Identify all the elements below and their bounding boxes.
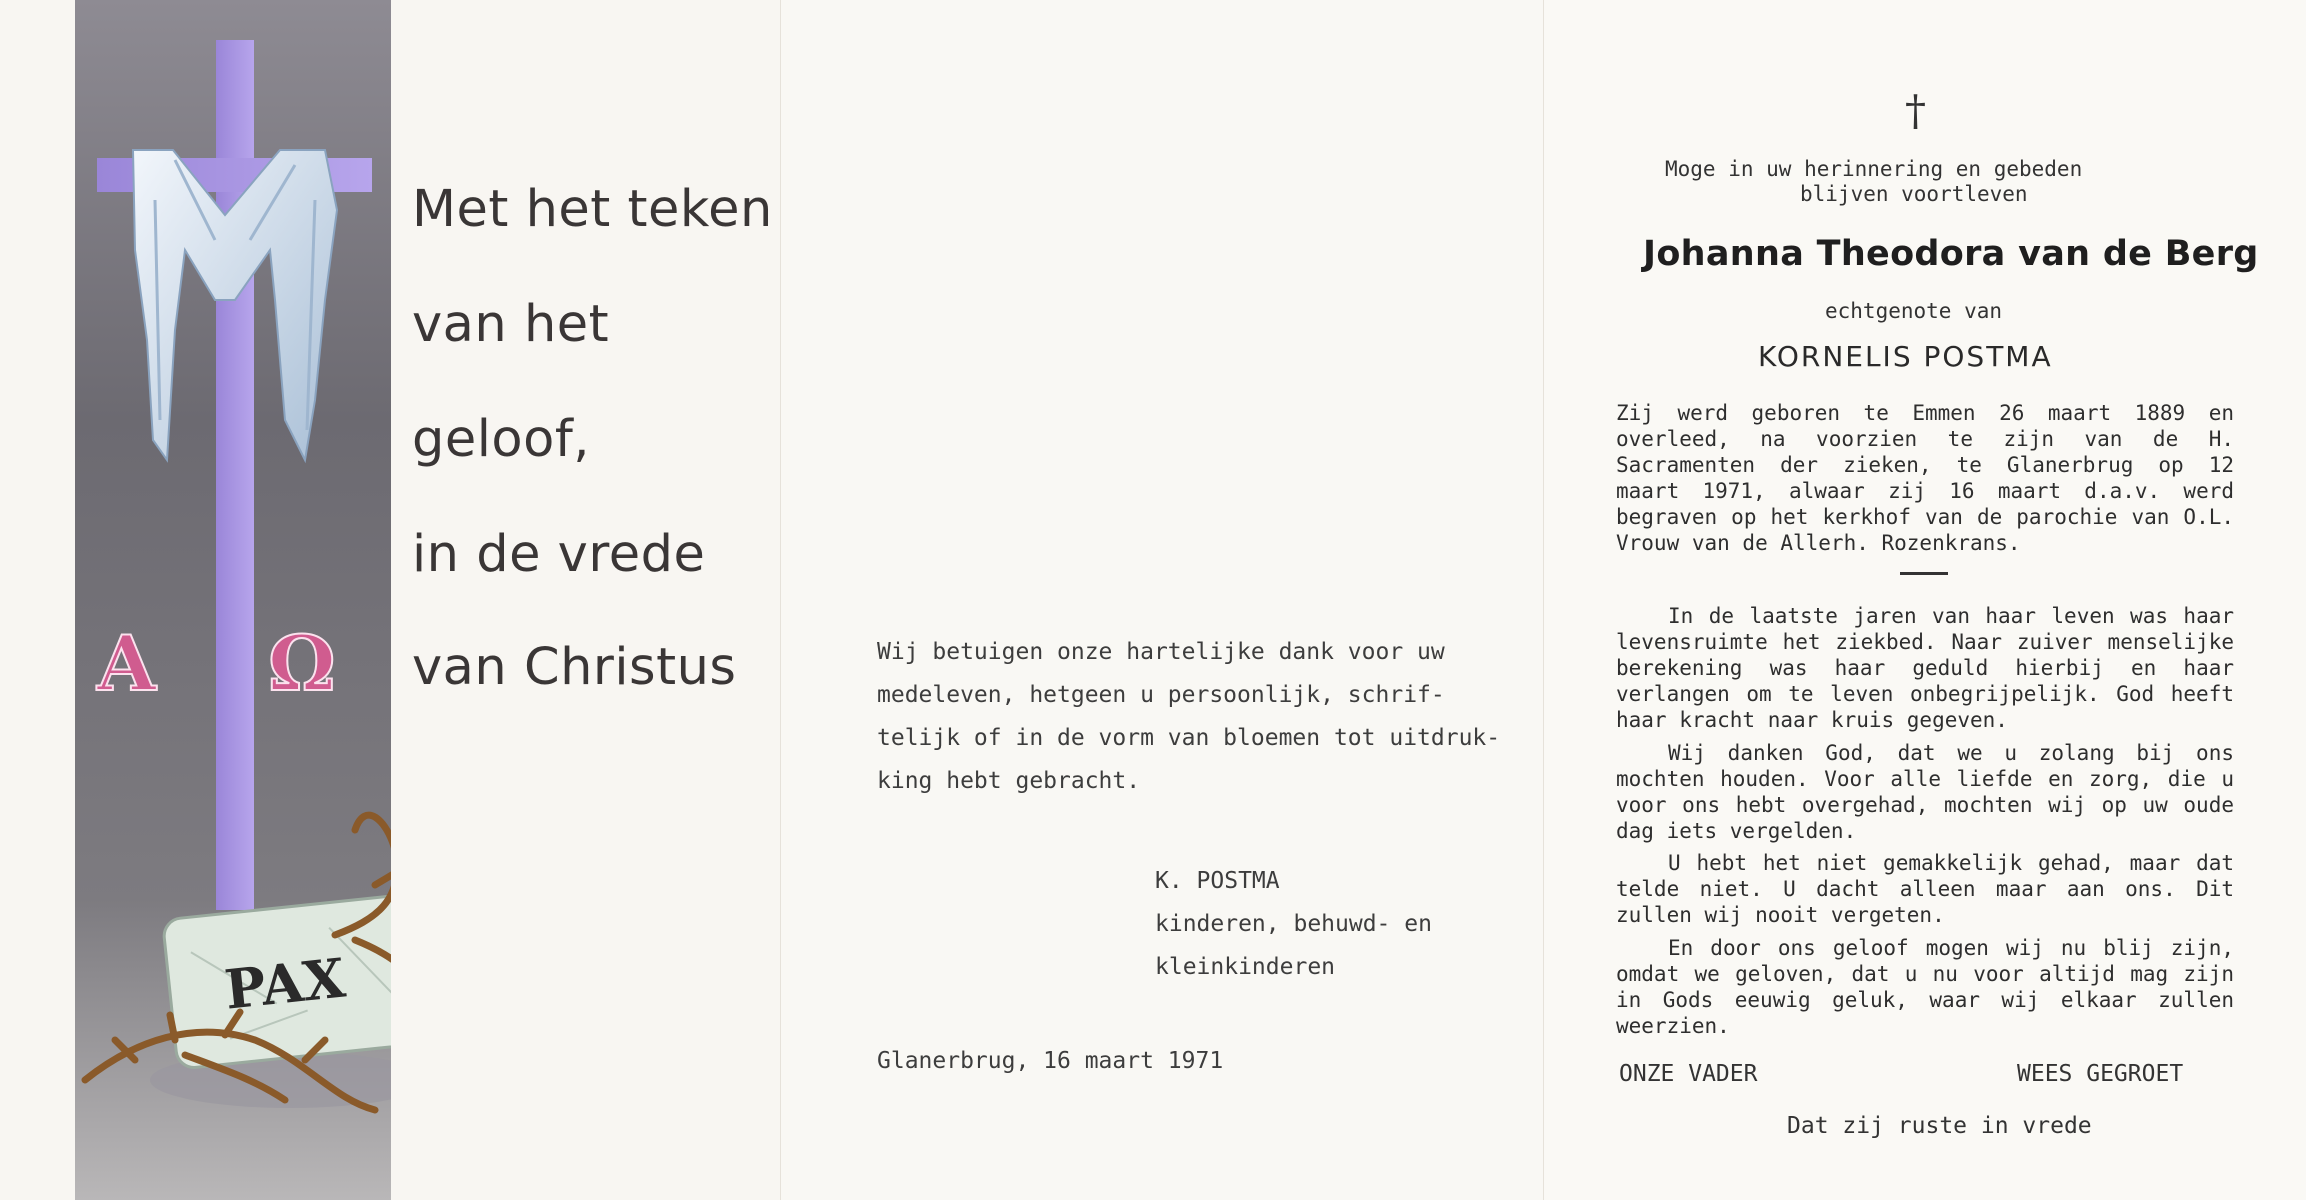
signature-line-2: kinderen, behuwd- en <box>1155 911 1432 937</box>
motto-line-2: van het <box>412 295 610 354</box>
paragraph-4: En door ons geloof mogen wij nu blij zijn, omdat we geloven, dat u nu voor altijd mag zijn in Gods eeuwig geluk, waar wij elkaar zullen weerzien. <box>1616 936 2234 1038</box>
spouse-label: echtgenote van <box>1825 299 2003 323</box>
paragraph-3: U hebt het niet gemakkelijk gehad, maar dat telde niet. U dacht alleen maar aan ons. Dit zullen wij nooit vergeten. <box>1616 851 2234 927</box>
thanks-line-4: king hebt gebracht. <box>877 768 1141 794</box>
signature-name: K. POSTMA <box>1155 868 1280 894</box>
motto-line-4: in de vrede <box>412 525 706 584</box>
deceased-name: Johanna Theodora van de Berg <box>1643 234 2259 274</box>
alpha-symbol: A <box>97 619 156 708</box>
cross-illustration <box>75 0 391 1200</box>
thanks-line-1: Wij betuigen onze hartelijke dank voor uw <box>877 639 1445 665</box>
motto-line-5: van Christus <box>412 638 737 697</box>
biography-paragraph: Zij werd geboren te Emmen 26 maart 1889 en overleed, na voorzien te zijn van de H. Sacramenten der zieken, te Glanerbrug op 12 maart 1971, alwaar zij 16 maart d.a.v. werd begraven op het kerkhof van de parochie van O.L. Vrouw van de Allerh. Rozenkrans. <box>1616 401 2234 555</box>
thanks-line-2: medeleven, hetgeen u persoonlijk, schrif- <box>877 682 1445 708</box>
front-panel <box>0 0 780 1200</box>
pax-stone <box>162 892 391 1069</box>
cross-icon: † <box>1905 86 1926 135</box>
omega-symbol: Ω <box>268 619 336 708</box>
motto-line-3: geloof, <box>412 410 590 469</box>
motto-line-1: Met het teken <box>412 180 773 239</box>
closing-line: Dat zij ruste in vrede <box>1787 1113 2092 1139</box>
intro-line-1: Moge in uw herinnering en gebeden <box>1665 157 2083 181</box>
place-date: Glanerbrug, 16 maart 1971 <box>877 1048 1224 1074</box>
prayer-wees-gegroet: WEES GEGROET <box>2017 1061 2184 1087</box>
paragraph-1: In de laatste jaren van haar leven was haar levensruimte het ziekbed. Naar zuiver menselijke berekening was haar geduld hierbij en haar verlangen om te leven onbegrijpelijk. God heeft haar kracht naar kruis gegeven. <box>1616 604 2234 732</box>
pax-text: PAX <box>221 945 349 1022</box>
signature-line-3: kleinkinderen <box>1155 954 1336 980</box>
prayer-onze-vader: ONZE VADER <box>1619 1061 1758 1087</box>
intro-line-2: blijven voortleven <box>1800 182 2028 206</box>
spouse-name: KORNELIS POSTMA <box>1758 340 2053 373</box>
thanks-line-3: telijk of in de vorm van bloemen tot uitdruk- <box>877 725 1501 751</box>
divider-line <box>1900 572 1948 575</box>
paragraph-2: Wij danken God, dat we u zolang bij ons mochten houden. Voor alle liefde en zorg, die u voor ons hebt overgehad, mochten wij op uw oude dag iets vergelden. <box>1616 741 2234 843</box>
thanks-panel <box>780 0 1544 1200</box>
